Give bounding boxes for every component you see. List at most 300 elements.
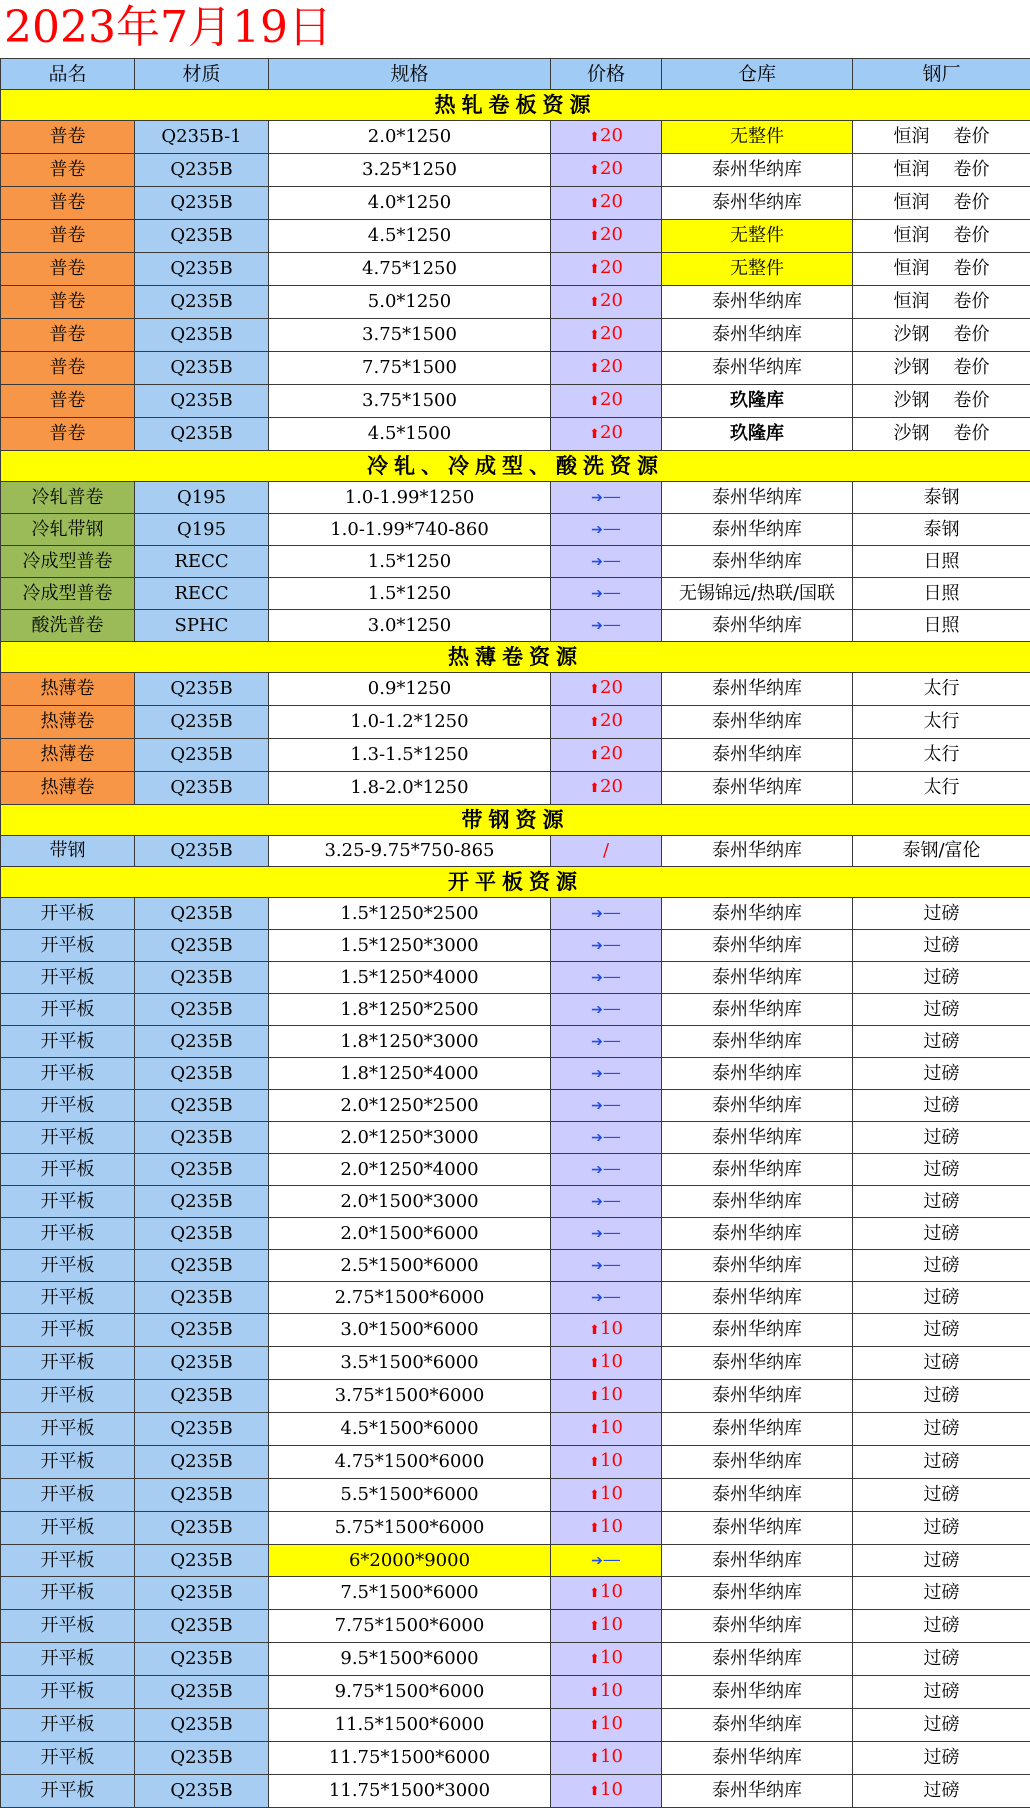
warehouse-cell: 泰州华纳库 bbox=[662, 1090, 853, 1122]
price-cell bbox=[551, 673, 662, 706]
table-row bbox=[1, 673, 1030, 706]
arrow-right-icon: ➔ bbox=[591, 1553, 603, 1569]
warehouse-cell: 泰州华纳库 bbox=[662, 930, 853, 962]
warehouse-cell: 泰州华纳库 bbox=[662, 673, 853, 706]
product-name-cell: 开平板 bbox=[1, 962, 135, 994]
section-title: 开平板资源 bbox=[1, 867, 1030, 898]
table-row bbox=[1, 1545, 1030, 1577]
spec-cell: 3.25-9.75*750-865 bbox=[269, 836, 551, 867]
arrow-up-icon: ⬆ bbox=[589, 1521, 600, 1536]
price-change-value: 10 bbox=[600, 1351, 623, 1372]
material-cell: Q235B bbox=[135, 1545, 269, 1577]
price-cell bbox=[551, 154, 662, 187]
material-cell: Q235B bbox=[135, 1380, 269, 1413]
product-name-cell: 开平板 bbox=[1, 1218, 135, 1250]
mill-cell bbox=[853, 1026, 1030, 1058]
price-cell bbox=[551, 253, 662, 286]
mill-cell bbox=[853, 962, 1030, 994]
mill-name: 过磅 bbox=[924, 967, 960, 988]
spec-cell: 2.75*1500*6000 bbox=[269, 1282, 551, 1314]
spec-cell: 1.8*1250*3000 bbox=[269, 1026, 551, 1058]
price-change-value: 20 bbox=[600, 158, 623, 179]
arrow-right-icon: ➔ bbox=[591, 554, 603, 570]
spec-cell: 11.75*1500*6000 bbox=[269, 1742, 551, 1775]
product-name-cell: 开平板 bbox=[1, 1154, 135, 1186]
material-cell: Q235B bbox=[135, 772, 269, 805]
product-name-cell: 冷成型普卷 bbox=[1, 546, 135, 578]
mill-cell bbox=[853, 1250, 1030, 1282]
mill-name: 过磅 bbox=[924, 1287, 960, 1308]
product-name-cell: 开平板 bbox=[1, 1090, 135, 1122]
warehouse-cell: 泰州华纳库 bbox=[662, 1347, 853, 1380]
mill-name: 过磅 bbox=[924, 1550, 960, 1571]
arrow-up-icon: ⬆ bbox=[589, 781, 600, 796]
product-name-cell: 开平板 bbox=[1, 1058, 135, 1090]
warehouse-cell: 泰州华纳库 bbox=[662, 1154, 853, 1186]
warehouse-cell: 泰州华纳库 bbox=[662, 1282, 853, 1314]
price-cell bbox=[551, 514, 662, 546]
warehouse-cell: 泰州华纳库 bbox=[662, 962, 853, 994]
price-cell bbox=[551, 739, 662, 772]
warehouse-cell: 无整件 bbox=[662, 220, 853, 253]
price-change-value: — bbox=[603, 582, 621, 603]
mill-cell bbox=[853, 1676, 1030, 1709]
mill-cell bbox=[853, 1512, 1030, 1545]
table-row bbox=[1, 578, 1030, 610]
price-cell bbox=[551, 1643, 662, 1676]
mill-cell bbox=[853, 482, 1030, 514]
material-cell: Q235B bbox=[135, 739, 269, 772]
product-name-cell: 普卷 bbox=[1, 154, 135, 187]
price-cell bbox=[551, 1218, 662, 1250]
material-cell: Q235B bbox=[135, 319, 269, 352]
spec-cell: 1.0-1.99*1250 bbox=[269, 482, 551, 514]
arrow-right-icon: ➔ bbox=[591, 1226, 603, 1242]
table-row bbox=[1, 1742, 1030, 1775]
arrow-right-icon: ➔ bbox=[591, 1194, 603, 1210]
product-name-cell: 开平板 bbox=[1, 1610, 135, 1643]
warehouse-cell: 泰州华纳库 bbox=[662, 1058, 853, 1090]
mill-cell bbox=[853, 1577, 1030, 1610]
table-row bbox=[1, 1090, 1030, 1122]
material-cell: Q235B bbox=[135, 220, 269, 253]
material-cell: Q235B bbox=[135, 1676, 269, 1709]
spec-cell: 5.5*1500*6000 bbox=[269, 1479, 551, 1512]
column-header-mill: 钢厂 bbox=[853, 59, 1030, 90]
mill-name: 过磅 bbox=[924, 1159, 960, 1180]
price-cell bbox=[551, 1545, 662, 1577]
arrow-up-icon: ⬆ bbox=[589, 1422, 600, 1437]
spec-cell: 1.5*1250*3000 bbox=[269, 930, 551, 962]
price-cell bbox=[551, 1577, 662, 1610]
mill-cell bbox=[853, 253, 1030, 286]
material-cell: Q235B bbox=[135, 706, 269, 739]
price-change-value: 10 bbox=[600, 1680, 623, 1701]
table-row bbox=[1, 1380, 1030, 1413]
price-cell bbox=[551, 578, 662, 610]
warehouse-cell: 泰州华纳库 bbox=[662, 1479, 853, 1512]
material-cell: Q235B bbox=[135, 1218, 269, 1250]
price-change-value: 10 bbox=[600, 1713, 623, 1734]
arrow-right-icon: ➔ bbox=[591, 938, 603, 954]
warehouse-cell: 泰州华纳库 bbox=[662, 1577, 853, 1610]
spec-cell: 6*2000*9000 bbox=[269, 1545, 551, 1577]
arrow-up-icon: ⬆ bbox=[589, 328, 600, 343]
arrow-right-icon: ➔ bbox=[591, 1098, 603, 1114]
arrow-up-icon: ⬆ bbox=[589, 394, 600, 409]
spec-cell: 11.75*1500*3000 bbox=[269, 1775, 551, 1808]
warehouse-cell: 泰州华纳库 bbox=[662, 1446, 853, 1479]
warehouse-cell: 泰州华纳库 bbox=[662, 514, 853, 546]
product-name-cell: 开平板 bbox=[1, 1643, 135, 1676]
material-cell: Q235B bbox=[135, 1122, 269, 1154]
table-row bbox=[1, 1347, 1030, 1380]
price-change-value: / bbox=[603, 840, 609, 861]
mill-name: 太行 bbox=[924, 777, 960, 798]
spec-cell: 4.75*1250 bbox=[269, 253, 551, 286]
product-name-cell: 普卷 bbox=[1, 385, 135, 418]
warehouse-cell: 泰州华纳库 bbox=[662, 1314, 853, 1347]
mill-cell bbox=[853, 1643, 1030, 1676]
spec-cell: 1.8-2.0*1250 bbox=[269, 772, 551, 805]
table-row bbox=[1, 187, 1030, 220]
mill-name: 太行 bbox=[924, 678, 960, 699]
product-name-cell: 开平板 bbox=[1, 1512, 135, 1545]
section-header bbox=[1, 451, 1030, 482]
product-name-cell: 普卷 bbox=[1, 121, 135, 154]
material-cell: Q235B bbox=[135, 836, 269, 867]
arrow-up-icon: ⬆ bbox=[589, 1751, 600, 1766]
mill-cell bbox=[853, 1545, 1030, 1577]
table-row bbox=[1, 836, 1030, 867]
warehouse-cell: 泰州华纳库 bbox=[662, 1742, 853, 1775]
product-name-cell: 开平板 bbox=[1, 1026, 135, 1058]
product-name-cell: 热薄卷 bbox=[1, 739, 135, 772]
price-change-value: — bbox=[603, 486, 621, 507]
mill-cell bbox=[853, 1775, 1030, 1808]
price-change-value: 20 bbox=[600, 743, 623, 764]
price-cell bbox=[551, 286, 662, 319]
mill-cell bbox=[853, 385, 1030, 418]
warehouse-cell: 泰州华纳库 bbox=[662, 154, 853, 187]
table-row bbox=[1, 1154, 1030, 1186]
product-name-cell: 冷轧普卷 bbox=[1, 482, 135, 514]
arrow-up-icon: ⬆ bbox=[589, 1586, 600, 1601]
mill-name: 过磅 bbox=[924, 999, 960, 1020]
price-change-value: 10 bbox=[600, 1417, 623, 1438]
table-row bbox=[1, 994, 1030, 1026]
mill-name: 日照 bbox=[924, 583, 960, 604]
price-change-value: 20 bbox=[600, 290, 623, 311]
spec-cell: 4.5*1500 bbox=[269, 418, 551, 451]
product-name-cell: 热薄卷 bbox=[1, 706, 135, 739]
spec-cell: 3.75*1500*6000 bbox=[269, 1380, 551, 1413]
product-name-cell: 开平板 bbox=[1, 1282, 135, 1314]
material-cell: Q235B bbox=[135, 352, 269, 385]
price-change-value: — bbox=[603, 1286, 621, 1307]
arrow-up-icon: ⬆ bbox=[589, 163, 600, 178]
mill-price-type: 卷价 bbox=[954, 122, 990, 152]
section-title: 热薄卷资源 bbox=[1, 642, 1030, 673]
product-name-cell: 普卷 bbox=[1, 319, 135, 352]
spec-cell: 2.0*1250*3000 bbox=[269, 1122, 551, 1154]
mill-name: 日照 bbox=[924, 551, 960, 572]
section-header bbox=[1, 90, 1030, 121]
material-cell: Q235B bbox=[135, 1479, 269, 1512]
spec-cell: 3.0*1500*6000 bbox=[269, 1314, 551, 1347]
warehouse-cell: 泰州华纳库 bbox=[662, 1380, 853, 1413]
column-header-price: 价格 bbox=[551, 59, 662, 90]
mill-cell bbox=[853, 1186, 1030, 1218]
warehouse-cell: 泰州华纳库 bbox=[662, 1643, 853, 1676]
mill-cell bbox=[853, 1122, 1030, 1154]
price-cell bbox=[551, 1709, 662, 1742]
mill-name: 过磅 bbox=[924, 1031, 960, 1052]
mill-cell bbox=[853, 930, 1030, 962]
section-header bbox=[1, 867, 1030, 898]
spec-cell: 0.9*1250 bbox=[269, 673, 551, 706]
spec-cell: 9.75*1500*6000 bbox=[269, 1676, 551, 1709]
spec-cell: 1.5*1250 bbox=[269, 578, 551, 610]
spec-cell: 1.0-1.99*740-860 bbox=[269, 514, 551, 546]
mill-name: 太行 bbox=[924, 711, 960, 732]
table-row bbox=[1, 418, 1030, 451]
mill-cell bbox=[853, 1282, 1030, 1314]
material-cell: Q235B bbox=[135, 418, 269, 451]
mill-price-type: 卷价 bbox=[954, 320, 990, 350]
arrow-up-icon: ⬆ bbox=[589, 427, 600, 442]
arrow-right-icon: ➔ bbox=[591, 1162, 603, 1178]
spec-cell: 1.8*1250*4000 bbox=[269, 1058, 551, 1090]
warehouse-cell: 泰州华纳库 bbox=[662, 1026, 853, 1058]
mill-cell bbox=[853, 1709, 1030, 1742]
mill-cell bbox=[853, 220, 1030, 253]
price-cell bbox=[551, 220, 662, 253]
price-change-value: 20 bbox=[600, 323, 623, 344]
price-cell bbox=[551, 418, 662, 451]
arrow-up-icon: ⬆ bbox=[589, 715, 600, 730]
mill-name: 过磅 bbox=[924, 935, 960, 956]
price-change-value: 20 bbox=[600, 125, 623, 146]
mill-name: 过磅 bbox=[924, 1681, 960, 1702]
table-row bbox=[1, 1413, 1030, 1446]
arrow-right-icon: ➔ bbox=[591, 1034, 603, 1050]
mill-name: 泰钢 bbox=[924, 519, 960, 540]
price-cell bbox=[551, 1512, 662, 1545]
mill-name: 泰钢/富伦 bbox=[902, 840, 980, 861]
spec-cell: 2.0*1250*2500 bbox=[269, 1090, 551, 1122]
warehouse-cell: 泰州华纳库 bbox=[662, 836, 853, 867]
product-name-cell: 开平板 bbox=[1, 898, 135, 930]
price-cell bbox=[551, 546, 662, 578]
price-cell bbox=[551, 319, 662, 352]
mill-cell bbox=[853, 578, 1030, 610]
material-cell: Q235B bbox=[135, 1154, 269, 1186]
price-cell bbox=[551, 1742, 662, 1775]
mill-name: 恒润 bbox=[894, 225, 930, 246]
arrow-right-icon: ➔ bbox=[591, 1002, 603, 1018]
spec-cell: 3.0*1250 bbox=[269, 610, 551, 642]
arrow-right-icon: ➔ bbox=[591, 906, 603, 922]
table-row bbox=[1, 220, 1030, 253]
mill-name: 过磅 bbox=[924, 1648, 960, 1669]
spec-cell: 1.0-1.2*1250 bbox=[269, 706, 551, 739]
material-cell: Q235B bbox=[135, 187, 269, 220]
product-name-cell: 带钢 bbox=[1, 836, 135, 867]
spec-cell: 3.5*1500*6000 bbox=[269, 1347, 551, 1380]
warehouse-cell: 泰州华纳库 bbox=[662, 1709, 853, 1742]
mill-price-type: 卷价 bbox=[954, 155, 990, 185]
warehouse-cell: 无整件 bbox=[662, 253, 853, 286]
price-change-value: — bbox=[603, 550, 621, 571]
product-name-cell: 开平板 bbox=[1, 1479, 135, 1512]
table-row bbox=[1, 253, 1030, 286]
price-cell bbox=[551, 1026, 662, 1058]
mill-name: 沙钢 bbox=[894, 324, 930, 345]
price-cell bbox=[551, 385, 662, 418]
spec-cell: 3.75*1500 bbox=[269, 385, 551, 418]
material-cell: Q235B bbox=[135, 1610, 269, 1643]
price-change-value: — bbox=[603, 1030, 621, 1051]
arrow-right-icon: ➔ bbox=[591, 522, 603, 538]
mill-name: 过磅 bbox=[924, 1223, 960, 1244]
price-change-value: 20 bbox=[600, 677, 623, 698]
spec-cell: 3.25*1250 bbox=[269, 154, 551, 187]
material-cell: Q235B bbox=[135, 1347, 269, 1380]
material-cell: Q235B bbox=[135, 930, 269, 962]
price-change-value: — bbox=[603, 902, 621, 923]
price-table-body bbox=[1, 59, 1030, 1808]
material-cell: SPHC bbox=[135, 610, 269, 642]
mill-name: 过磅 bbox=[924, 1063, 960, 1084]
product-name-cell: 开平板 bbox=[1, 1186, 135, 1218]
material-cell: RECC bbox=[135, 578, 269, 610]
price-change-value: 10 bbox=[600, 1614, 623, 1635]
mill-cell bbox=[853, 418, 1030, 451]
arrow-up-icon: ⬆ bbox=[589, 130, 600, 145]
table-row bbox=[1, 1314, 1030, 1347]
mill-cell bbox=[853, 1380, 1030, 1413]
material-cell: Q235B bbox=[135, 1709, 269, 1742]
warehouse-cell: 泰州华纳库 bbox=[662, 319, 853, 352]
product-name-cell: 酸洗普卷 bbox=[1, 610, 135, 642]
product-name-cell: 热薄卷 bbox=[1, 772, 135, 805]
warehouse-cell: 泰州华纳库 bbox=[662, 610, 853, 642]
arrow-right-icon: ➔ bbox=[591, 970, 603, 986]
price-change-value: — bbox=[603, 1190, 621, 1211]
price-change-value: 20 bbox=[600, 389, 623, 410]
table-row bbox=[1, 286, 1030, 319]
price-cell bbox=[551, 706, 662, 739]
spec-cell: 7.5*1500*6000 bbox=[269, 1577, 551, 1610]
price-cell bbox=[551, 1282, 662, 1314]
price-cell bbox=[551, 1122, 662, 1154]
material-cell: Q235B bbox=[135, 1775, 269, 1808]
warehouse-cell: 泰州华纳库 bbox=[662, 187, 853, 220]
price-change-value: — bbox=[603, 1094, 621, 1115]
table-row bbox=[1, 546, 1030, 578]
mill-name: 过磅 bbox=[924, 1127, 960, 1148]
arrow-up-icon: ⬆ bbox=[589, 748, 600, 763]
material-cell: Q235B bbox=[135, 154, 269, 187]
arrow-right-icon: ➔ bbox=[591, 490, 603, 506]
mill-name: 恒润 bbox=[894, 291, 930, 312]
price-change-value: 10 bbox=[600, 1647, 623, 1668]
warehouse-cell: 无整件 bbox=[662, 121, 853, 154]
material-cell: Q235B bbox=[135, 385, 269, 418]
mill-cell bbox=[853, 739, 1030, 772]
warehouse-cell: 泰州华纳库 bbox=[662, 994, 853, 1026]
mill-cell bbox=[853, 154, 1030, 187]
spec-cell: 1.5*1250 bbox=[269, 546, 551, 578]
arrow-up-icon: ⬆ bbox=[589, 295, 600, 310]
arrow-up-icon: ⬆ bbox=[589, 1488, 600, 1503]
product-name-cell: 开平板 bbox=[1, 1676, 135, 1709]
arrow-right-icon: ➔ bbox=[591, 1066, 603, 1082]
spec-cell: 4.75*1500*6000 bbox=[269, 1446, 551, 1479]
spec-cell: 1.5*1250*2500 bbox=[269, 898, 551, 930]
mill-name: 过磅 bbox=[924, 1582, 960, 1603]
spec-cell: 5.75*1500*6000 bbox=[269, 1512, 551, 1545]
mill-name: 过磅 bbox=[924, 1095, 960, 1116]
warehouse-cell: 泰州华纳库 bbox=[662, 352, 853, 385]
price-change-value: — bbox=[603, 1549, 621, 1570]
material-cell: Q235B bbox=[135, 1742, 269, 1775]
price-change-value: 10 bbox=[600, 1318, 623, 1339]
price-cell bbox=[551, 994, 662, 1026]
mill-name: 恒润 bbox=[894, 258, 930, 279]
warehouse-cell: 泰州华纳库 bbox=[662, 1775, 853, 1808]
arrow-up-icon: ⬆ bbox=[589, 1685, 600, 1700]
mill-name: 沙钢 bbox=[894, 423, 930, 444]
table-row bbox=[1, 772, 1030, 805]
price-change-value: — bbox=[603, 1062, 621, 1083]
mill-cell bbox=[853, 1314, 1030, 1347]
price-cell bbox=[551, 352, 662, 385]
warehouse-cell: 泰州华纳库 bbox=[662, 286, 853, 319]
material-cell: Q235B bbox=[135, 1446, 269, 1479]
arrow-up-icon: ⬆ bbox=[589, 1323, 600, 1338]
column-header-material: 材质 bbox=[135, 59, 269, 90]
price-change-value: 10 bbox=[600, 1384, 623, 1405]
mill-price-type: 卷价 bbox=[954, 287, 990, 317]
arrow-right-icon: ➔ bbox=[591, 618, 603, 634]
mill-cell bbox=[853, 286, 1030, 319]
column-header-name: 品名 bbox=[1, 59, 135, 90]
price-change-value: — bbox=[603, 1158, 621, 1179]
price-cell bbox=[551, 1090, 662, 1122]
arrow-up-icon: ⬆ bbox=[589, 1619, 600, 1634]
price-change-value: 10 bbox=[600, 1483, 623, 1504]
mill-cell bbox=[853, 546, 1030, 578]
mill-name: 恒润 bbox=[894, 159, 930, 180]
product-name-cell: 普卷 bbox=[1, 352, 135, 385]
price-cell bbox=[551, 1610, 662, 1643]
section-title: 冷轧、冷成型、酸洗资源 bbox=[1, 451, 1030, 482]
product-name-cell: 普卷 bbox=[1, 220, 135, 253]
table-row bbox=[1, 962, 1030, 994]
material-cell: Q195 bbox=[135, 514, 269, 546]
product-name-cell: 开平板 bbox=[1, 1446, 135, 1479]
mill-cell bbox=[853, 319, 1030, 352]
spec-cell: 1.5*1250*4000 bbox=[269, 962, 551, 994]
material-cell: Q235B bbox=[135, 962, 269, 994]
arrow-up-icon: ⬆ bbox=[589, 1784, 600, 1799]
arrow-right-icon: ➔ bbox=[591, 1130, 603, 1146]
mill-cell bbox=[853, 1446, 1030, 1479]
arrow-up-icon: ⬆ bbox=[589, 361, 600, 376]
material-cell: Q235B bbox=[135, 1282, 269, 1314]
